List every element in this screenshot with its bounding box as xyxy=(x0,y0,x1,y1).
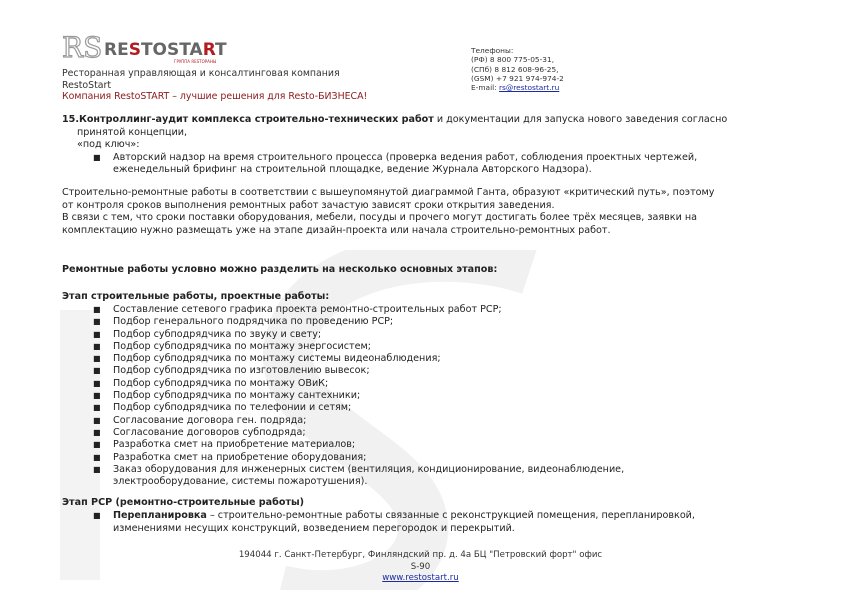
list-item xyxy=(93,463,625,476)
logo-mark-icon xyxy=(62,33,227,65)
item-term: Перепланировка xyxy=(113,510,207,521)
email-label: E-mail: xyxy=(471,83,500,93)
list-item xyxy=(93,439,624,451)
bullet-icon: ■ xyxy=(93,440,101,450)
company-name: RestoStart xyxy=(62,79,112,91)
list-item xyxy=(93,304,624,316)
list-item-text: Разработка смет на приобретение оборудования; xyxy=(113,451,367,463)
list-item xyxy=(93,353,624,365)
stage1-list xyxy=(93,304,625,488)
bullet-icon: ■ xyxy=(93,415,101,425)
bullet-icon: ■ xyxy=(93,403,101,413)
svg-text:ГРУППА RESTOРАНЫ: ГРУППА RESTOРАНЫ xyxy=(174,59,217,64)
bullet-icon: ■ xyxy=(93,354,101,364)
list-item xyxy=(93,426,624,439)
footer xyxy=(0,550,841,585)
bullet-icon: ■ xyxy=(93,427,101,437)
bullet-icon: ■ xyxy=(93,391,101,401)
list-item xyxy=(93,365,624,377)
list-item-text: Составление сетевого графика проекта ремонтно-строительных работ РСР; xyxy=(113,304,502,315)
list-item-text: Согласование договора ген. подряда; xyxy=(113,414,307,426)
contacts-title: Телефоны: xyxy=(471,46,514,55)
list-item-text: Подбор субподрядчика по монтажу сантехники; xyxy=(113,390,361,402)
list-item xyxy=(93,328,624,341)
paragraph-line: В связи с тем, что сроки поставки оборудования, мебели, посуды и прочего могут достигать более трёх месяцев, заявки на xyxy=(62,212,698,224)
section-title-rest: и документации для запуска нового заведения согласно xyxy=(433,114,728,125)
list-item-text: Подбор субподрядчика по телефонии и сетям; xyxy=(113,402,352,414)
list-item-text: Подбор субподрядчика по изготовлению вывесок; xyxy=(113,365,370,377)
stage2-heading: Этап РСР (ремонтно-строительные работы) xyxy=(62,497,305,508)
list-item-text: Подбор субподрядчика по монтажу энергосистем; xyxy=(113,340,372,352)
company-logo xyxy=(62,33,227,65)
paragraph-line: Строительно-ремонтные работы в соответствии с вышеупомянутой диаграммой Ганта, образуют «критический путь», поэтому xyxy=(62,187,715,198)
bullet-icon: ■ xyxy=(93,366,101,376)
list-item: ■ Перепланировка – строительно-ремонтные работы связанные с реконструкцией помещения, перепланировкой, xyxy=(93,510,695,521)
list-item-text: Согласование договоров субподряда; xyxy=(113,426,306,438)
phone-gsm: (GSM) +7 921 974-974-2 xyxy=(471,73,564,83)
list-item-text: Подбор субподрядчика по монтажу ОВиК; xyxy=(113,377,329,389)
list-item-text: Заказ оборудования для инженерных систем (вентиляция, кондиционирование, видеонаблюдение, xyxy=(113,463,625,475)
website-link[interactable]: www.restostart.ru xyxy=(382,573,459,583)
bullet-icon: ■ xyxy=(93,341,101,351)
list-item-cont: еженедельный брифинг на строительной площадке, ведение Журнала Авторского Надзора). xyxy=(113,164,592,176)
bullet-icon: ■ xyxy=(93,452,101,462)
list-item-text: Подбор генерального подрядчика по проведению РСР; xyxy=(113,316,394,328)
bullet-icon: ■ xyxy=(93,305,101,314)
phone-rf: (РФ) 8 800 775-05-31, xyxy=(471,55,555,65)
stages-heading: Ремонтные работы условно можно разделить на несколько основных этапов: xyxy=(62,264,498,275)
list-item xyxy=(93,390,624,402)
company-slogan: Компания RestoSTART – лучшие решения для Resto-БИЗНЕСА! xyxy=(62,91,368,102)
item-text: – строительно-ремонтные работы связанные с реконструкцией помещения, перепланировкой, xyxy=(206,510,695,521)
email-link[interactable]: rs@restostart.ru xyxy=(499,83,560,93)
list-item-text: Подбор субподрядчика по звуку и свету; xyxy=(113,328,322,340)
list-item-cont: электрооборудование, системы пожаротушения). xyxy=(113,476,368,488)
bullet-icon: ■ xyxy=(93,329,101,339)
list-item xyxy=(93,316,624,328)
stage1-heading: Этап строительные работы, проектные работы: xyxy=(62,291,330,302)
list-item-cont: изменениями несущих конструкций, возведением перегородок и перекрытий. xyxy=(113,522,515,534)
list-item xyxy=(93,340,624,353)
list-item xyxy=(93,402,624,414)
bullet-icon: ■ xyxy=(93,464,101,474)
section-title: Контроллинг-аудит комплекса строительно-технических работ xyxy=(79,114,434,125)
company-description: Ресторанная управляющая и консалтинговая компания xyxy=(62,68,340,79)
section-number: 15. xyxy=(62,114,79,125)
list-item-text: Разработка смет на приобретение материалов; xyxy=(113,439,356,451)
bullet-icon: ■ xyxy=(93,378,101,388)
contacts-block xyxy=(471,46,564,92)
footer-office: S-90 xyxy=(410,561,431,572)
svg-text:RS: RS xyxy=(62,33,103,64)
footer-address: 194044 г. Санкт-Петербург, Финляндский пр. д. 4а БЦ "Петровский форт" офис xyxy=(238,550,603,560)
list-item xyxy=(93,414,624,427)
svg-text:RESTOSTART: RESTOSTART xyxy=(104,40,227,60)
section-line2: принятой концепции, xyxy=(77,126,188,138)
list-item xyxy=(93,377,624,390)
paragraph xyxy=(62,187,714,237)
phone-spb: (СПб) 8 812 608-96-25, xyxy=(471,64,559,74)
list-item: ■ Авторский надзор на время строительного процесса (проверка ведения работ, соблюдения проектных чертежей, xyxy=(93,151,698,163)
paragraph-line: комплектацию нужно размещать уже на этапе дизайн-проекта или начала строительно-ремонтных работ. xyxy=(62,224,611,236)
section-line3: «под ключ»: xyxy=(77,139,140,151)
list-item-text: Подбор субподрядчика по монтажу системы видеонаблюдения; xyxy=(113,353,441,365)
bullet-icon: ■ xyxy=(93,317,101,327)
paragraph-line: от контроля сроков выполнения ремонтных работ зачастую зависят сроки открытия заведения. xyxy=(62,199,555,211)
list-item xyxy=(93,451,624,464)
